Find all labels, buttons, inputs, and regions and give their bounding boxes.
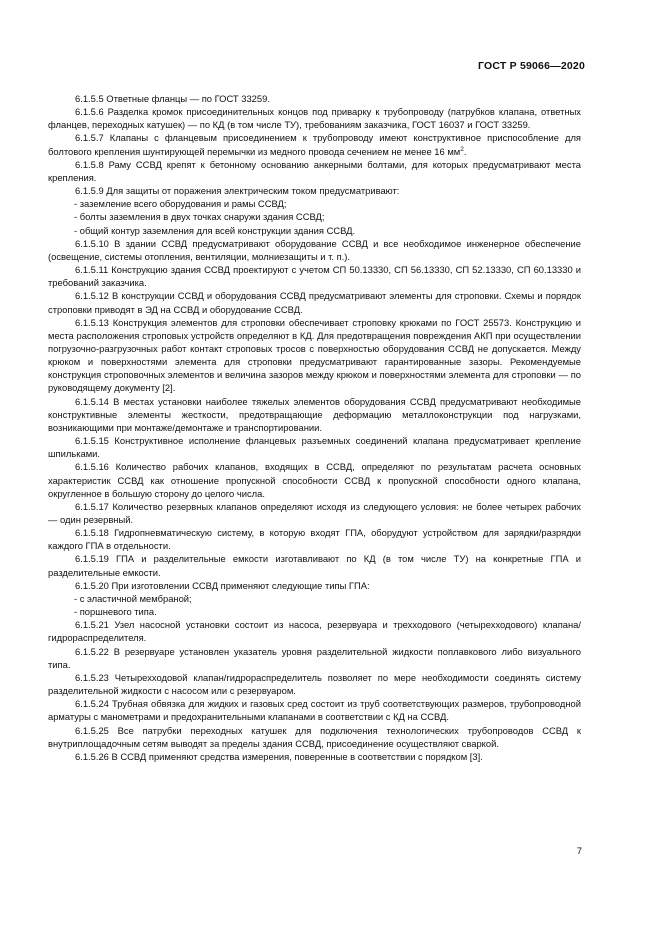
paragraph-text: 6.1.5.18 Гидропневматическую систему, в которую входят ГПА, оборудуют устройством для зарядки/разрядки каждого ГПА в отдельности.: [48, 527, 581, 552]
paragraph-text: - болты заземления в двух точках снаружи здания ССВД;: [74, 211, 325, 223]
paragraph-text: 6.1.5.16 Количество рабочих клапанов, входящих в ССВД, определяют по результатам расчета основных характеристик ССВД как отношение пропускной способности ССВД к пропускной способности одного клапана, округленное в большую сторону до целого числа.: [48, 461, 581, 499]
list-item: [48, 210, 581, 223]
paragraph-text: - заземление всего оборудования и рамы ССВД;: [74, 198, 287, 210]
paragraph-text: 6.1.5.8 Раму ССВД крепят к бетонному основанию анкерными болтами, для которых предусматривают места крепления.: [48, 158, 581, 183]
paragraph: [48, 395, 581, 434]
paragraph-text: 6.1.5.6 Разделка кромок присоединительных концов под приварку к трубопроводу (патрубков клапана, ответных фланцев, переходных катушек) — по КД (в том числе ТУ), требованиям заказчика, ГОСТ 16037 и ГОСТ 33259.: [48, 106, 581, 131]
paragraph-text: 6.1.5.19 ГПА и разделительные емкости изготавливают по КД (в том числе ТУ) на конкретные ГПА и разделительные емкости.: [48, 553, 581, 578]
paragraph-text: 6.1.5.25 Все патрубки переходных катушек для подключения технологических трубопроводов ССВД к внутриплощадочным сетям выводят за пределы здания ССВД, присоединение осуществляют сваркой.: [48, 724, 581, 749]
paragraph: [48, 289, 581, 315]
document-body: [48, 92, 581, 763]
paragraph: [48, 460, 581, 499]
paragraph: [48, 316, 581, 395]
paragraph: [48, 158, 581, 184]
list-item: [48, 592, 581, 605]
paragraph: [48, 645, 581, 671]
paragraph-text: 6.1.5.5 Ответные фланцы — по ГОСТ 33259.: [75, 93, 270, 104]
paragraph: [48, 671, 581, 697]
paragraph-text: - поршневого типа.: [74, 606, 157, 618]
paragraph-text: 6.1.5.15 Конструктивное исполнение фланцевых разъемных соединений клапана предусматривает крепление шпильками.: [48, 435, 581, 460]
paragraph-text: 6.1.5.10 В здании ССВД предусматривают оборудование ССВД и все необходимое инженерное обеспечение (освещение, системы отопления, вентиляции, молниезащиты и т. п.).: [48, 237, 581, 262]
paragraph-text: 6.1.5.9 Для защиты от поражения электрическим током предусматривают:: [75, 185, 400, 197]
page-number: 7: [576, 846, 582, 857]
paragraph-text: 6.1.5.13 Конструкция элементов для строповки обеспечивает строповку крюками по ГОСТ 25573. Конструкцию и места расположения строповых устройств определяют в КД. Для предотвращения повреждения АКП при осуществлении погрузочно-разгрузочных работ контакт строповых тросов с поверхностью оборудования ССВД не допускается. Между крюком и поверхностями элемента для строповки предусматривают гарантированные зазоры. Рекомендуемые конструкция строповочных элементов и величина зазоров между крюком и поверхностями элемента для строповки — по руководящему документу [2].: [48, 316, 581, 394]
paragraph-text: 6.1.5.14 В местах установки наиболее тяжелых элементов оборудования ССВД предусматривают необходимые конструктивные элементы жесткости, предотвращающие деформацию металлоконструкции под нагрузками, возникающими при монтаже/демонтаже и транспортировании.: [48, 395, 581, 433]
paragraph-text: 6.1.5.17 Количество резервных клапанов определяют исходя из следующего условия: не более четырех рабочих — один резервный.: [48, 500, 581, 525]
paragraph-text: 6.1.5.12 В конструкции ССВД и оборудования ССВД предусматривают элементы для строповки. Схемы и порядок строповки приводят в ЭД на ССВД и оборудование ССВД.: [48, 290, 581, 315]
paragraph: [48, 552, 581, 578]
list-item: [48, 605, 581, 618]
paragraph-text: 6.1.5.7 Клапаны с фланцевым присоединением к трубопроводу имеют конструктивное приспособление для болтового крепления шунтирующей перемычки из медного провода сечением не менее 16 мм: [48, 132, 581, 157]
paragraph: [48, 131, 581, 157]
paragraph-text: - общий контур заземления для всей конструкции здания ССВД.: [74, 224, 356, 236]
paragraph-text: 6.1.5.21 Узел насосной установки состоит из насоса, резервуара и трехходового (четырехходового) клапана/гидрораспределителя.: [48, 619, 581, 644]
paragraph: [48, 697, 581, 723]
trailing-punctuation: .: [463, 145, 467, 157]
paragraph: [48, 750, 581, 763]
paragraph: [48, 434, 581, 460]
standard-designation: ГОСТ Р 59066—2020: [477, 60, 585, 72]
paragraph: [48, 105, 581, 131]
paragraph: [48, 724, 581, 750]
paragraph-text: 6.1.5.20 При изготовлении ССВД применяют следующие типы ГПА:: [75, 579, 370, 591]
paragraph: [48, 184, 581, 197]
paragraph: [48, 237, 581, 263]
list-item: [48, 224, 581, 237]
paragraph-text: 6.1.5.22 В резервуаре установлен указатель уровня разделительной жидкости поплавкового либо визуального типа.: [48, 645, 581, 670]
paragraph: [48, 526, 581, 552]
paragraph: [48, 500, 581, 526]
paragraph-text: 6.1.5.24 Трубная обвязка для жидких и газовых сред состоит из труб соответствующих размеров, трубопроводной арматуры с манометрами и предохранительными клапанами в соответствии с КД на ССВД.: [48, 698, 581, 723]
paragraph: [48, 92, 581, 105]
paragraph-text: 6.1.5.26 В ССВД применяют средства измерения, поверенные в соответствии с порядком [3].: [75, 750, 483, 762]
paragraph: [48, 579, 581, 592]
list-item: [48, 197, 581, 210]
paragraph-text: 6.1.5.23 Четырехходовой клапан/гидрораспределитель позволяет по мере необходимости соединять систему разделительной жидкости с насосом или с резервуаром.: [48, 671, 581, 697]
paragraph: [48, 263, 581, 289]
paragraph-text: 6.1.5.11 Конструкцию здания ССВД проектируют с учетом СП 50.13330, СП 56.13330, СП 52.13330, СП 60.13330 и требований заказчика.: [48, 264, 581, 289]
paragraph: [48, 618, 581, 644]
superscript: 2: [460, 145, 464, 153]
paragraph-text: - с эластичной мембраной;: [74, 592, 192, 604]
